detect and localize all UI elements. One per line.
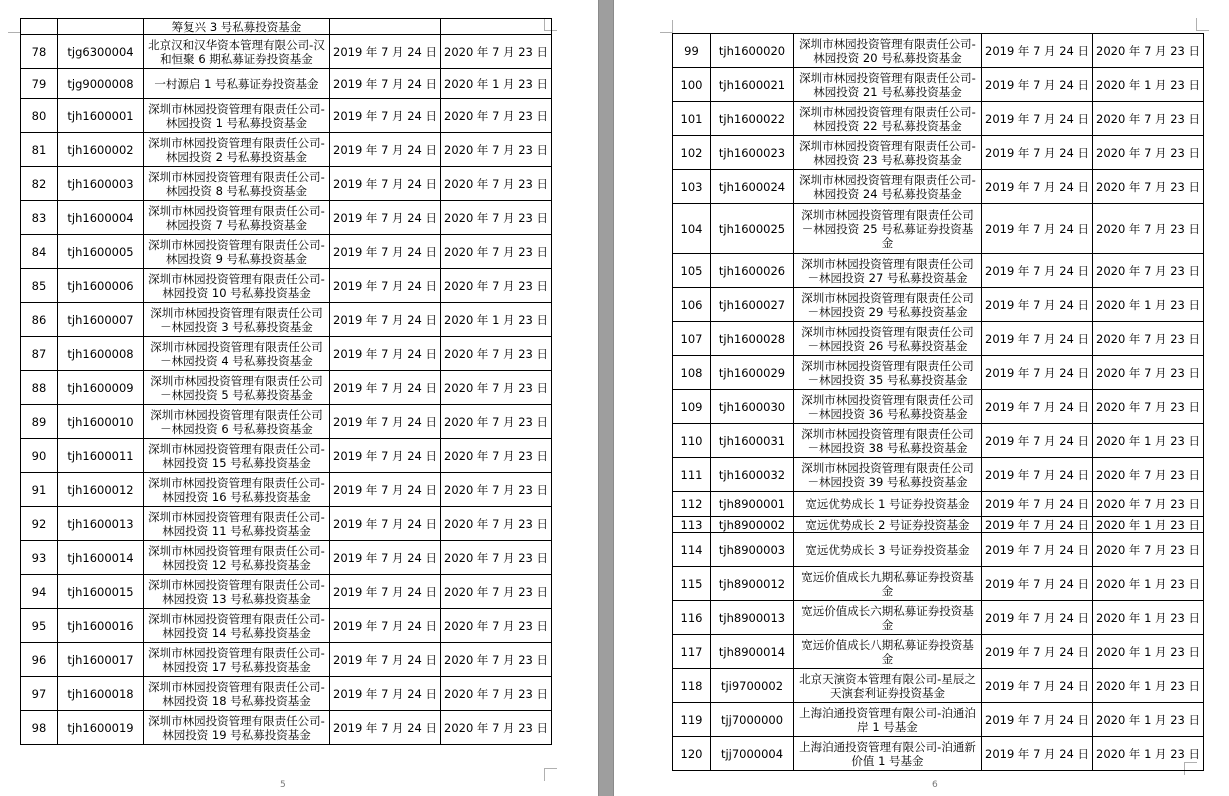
- table-row: [21, 643, 552, 677]
- end-date: 2020 年 7 月 23 日: [441, 35, 552, 69]
- start-date: 2019 年 7 月 24 日: [330, 677, 441, 711]
- product-code: tjh1600015: [58, 575, 144, 609]
- start-date: 2019 年 7 月 24 日: [330, 439, 441, 473]
- row-number: 99: [673, 34, 711, 68]
- table-row: [673, 170, 1204, 204]
- start-date: 2019 年 7 月 24 日: [330, 405, 441, 439]
- product-code: tjh1600030: [711, 390, 794, 424]
- fund-name: 深圳市林园投资管理有限责任公司-林园投资 1 号私募投资基金: [144, 99, 330, 133]
- row-number: 96: [21, 643, 58, 677]
- page-number: 6: [932, 780, 938, 790]
- table-row: [21, 303, 552, 337]
- product-code: tjh1600007: [58, 303, 144, 337]
- row-number: 115: [673, 567, 711, 601]
- table-row: [673, 102, 1204, 136]
- table-row: [673, 288, 1204, 322]
- page-number: 5: [280, 780, 286, 790]
- product-code: tjh8900012: [711, 567, 794, 601]
- end-date: 2020 年 7 月 23 日: [1093, 492, 1204, 517]
- row-number: 89: [21, 405, 58, 439]
- table-row: [673, 136, 1204, 170]
- end-date: 2020 年 1 月 23 日: [1093, 424, 1204, 458]
- row-number: 110: [673, 424, 711, 458]
- end-date: 2020 年 7 月 23 日: [1093, 204, 1204, 254]
- table-row: [21, 541, 552, 575]
- start-date: 2019 年 7 月 24 日: [330, 473, 441, 507]
- table-row: [673, 34, 1204, 68]
- fund-name: 深圳市林园投资管理有限责任公司-林园投资 22 号私募投资基金: [794, 102, 982, 136]
- fund-name: 深圳市林园投资管理有限责任公司－林园投资 27 号私募投资基金: [794, 254, 982, 288]
- row-number: 108: [673, 356, 711, 390]
- product-code: tjh1600006: [58, 269, 144, 303]
- table-row: [21, 371, 552, 405]
- row-number: 119: [673, 703, 711, 737]
- fund-name: 北京天演资本管理有限公司-星辰之天演套利证券投资基金: [794, 669, 982, 703]
- start-date: 2019 年 7 月 24 日: [982, 737, 1093, 771]
- table-row: [673, 424, 1204, 458]
- start-date: 2019 年 7 月 24 日: [330, 337, 441, 371]
- start-date: 2019 年 7 月 24 日: [982, 517, 1093, 533]
- start-date: 2019 年 7 月 24 日: [982, 669, 1093, 703]
- table-row: [673, 533, 1204, 567]
- fund-name: 深圳市林园投资管理有限责任公司-林园投资 16 号私募投资基金: [144, 473, 330, 507]
- fund-name: 深圳市林园投资管理有限责任公司－林园投资 25 号私募证券投资基金: [794, 204, 982, 254]
- fund-name: 深圳市林园投资管理有限责任公司－林园投资 39 号私募投资基金: [794, 458, 982, 492]
- start-date: 2019 年 7 月 24 日: [982, 356, 1093, 390]
- fund-name: 深圳市林园投资管理有限责任公司-林园投资 11 号私募投资基金: [144, 507, 330, 541]
- end-date: 2020 年 1 月 23 日: [1093, 737, 1204, 771]
- fund-name: 深圳市林园投资管理有限责任公司-林园投资 13 号私募投资基金: [144, 575, 330, 609]
- table-row: [21, 201, 552, 235]
- table-row-continued: [21, 19, 552, 35]
- end-date: 2020 年 1 月 23 日: [441, 303, 552, 337]
- row-number: 117: [673, 635, 711, 669]
- fund-name: 深圳市林园投资管理有限责任公司－林园投资 5 号私募投资基金: [144, 371, 330, 405]
- table-row: [673, 390, 1204, 424]
- table-row: [21, 711, 552, 745]
- end-date: 2020 年 7 月 23 日: [441, 337, 552, 371]
- end-date: 2020 年 7 月 23 日: [441, 235, 552, 269]
- start-date: 2019 年 7 月 24 日: [330, 167, 441, 201]
- fund-name: 上海泊通投资管理有限公司-泊通泊岸 1 号基金: [794, 703, 982, 737]
- fund-name: 深圳市林园投资管理有限责任公司-林园投资 23 号私募投资基金: [794, 136, 982, 170]
- table-row: [673, 737, 1204, 771]
- row-number: 106: [673, 288, 711, 322]
- row-number: 116: [673, 601, 711, 635]
- fund-name: 深圳市林园投资管理有限责任公司-林园投资 12 号私募投资基金: [144, 541, 330, 575]
- row-number: 107: [673, 322, 711, 356]
- product-code: tjh1600017: [58, 643, 144, 677]
- table-row: [21, 35, 552, 69]
- fund-name: 深圳市林园投资管理有限责任公司-林园投资 15 号私募投资基金: [144, 439, 330, 473]
- table-row: [673, 204, 1204, 254]
- fund-name: 深圳市林园投资管理有限责任公司－林园投资 38 号私募投资基金: [794, 424, 982, 458]
- start-date: 2019 年 7 月 24 日: [330, 371, 441, 405]
- table-row: [673, 601, 1204, 635]
- product-code: tjh8900014: [711, 635, 794, 669]
- product-code: tjh1600021: [711, 68, 794, 102]
- fund-name: 深圳市林园投资管理有限责任公司－林园投资 3 号私募投资基金: [144, 303, 330, 337]
- row-number: 111: [673, 458, 711, 492]
- fund-name: 深圳市林园投资管理有限责任公司-林园投资 9 号私募投资基金: [144, 235, 330, 269]
- page-gutter: [598, 0, 614, 796]
- start-date: 2019 年 7 月 24 日: [330, 541, 441, 575]
- table-row: [21, 439, 552, 473]
- table-row: [673, 356, 1204, 390]
- row-number: 114: [673, 533, 711, 567]
- row-number: 81: [21, 133, 58, 167]
- table-row: [673, 322, 1204, 356]
- row-number: 112: [673, 492, 711, 517]
- row-number: 102: [673, 136, 711, 170]
- start-date: 2019 年 7 月 24 日: [330, 575, 441, 609]
- crop-mark-top-right: [1196, 18, 1209, 31]
- product-code: tjh1600028: [711, 322, 794, 356]
- fund-name: 宽远价值成长九期私募证券投资基金: [794, 567, 982, 601]
- end-date: 2020 年 7 月 23 日: [1093, 102, 1204, 136]
- product-code: tjh1600009: [58, 371, 144, 405]
- product-code: tjh8900013: [711, 601, 794, 635]
- row-number: 98: [21, 711, 58, 745]
- fund-name: 深圳市林园投资管理有限责任公司-林园投资 8 号私募投资基金: [144, 167, 330, 201]
- table-row: [673, 517, 1204, 533]
- row-number: 88: [21, 371, 58, 405]
- end-date: 2020 年 7 月 23 日: [441, 167, 552, 201]
- row-number: [21, 19, 58, 35]
- product-code: [58, 19, 144, 35]
- end-date: 2020 年 7 月 23 日: [1093, 533, 1204, 567]
- start-date: 2019 年 7 月 24 日: [330, 99, 441, 133]
- row-number: 85: [21, 269, 58, 303]
- row-number: 84: [21, 235, 58, 269]
- product-code: tjh1600020: [711, 34, 794, 68]
- table-row: [21, 609, 552, 643]
- fund-name: 深圳市林园投资管理有限责任公司－林园投资 36 号私募投资基金: [794, 390, 982, 424]
- fund-name: 深圳市林园投资管理有限责任公司－林园投资 6 号私募投资基金: [144, 405, 330, 439]
- end-date: 2020 年 1 月 23 日: [441, 69, 552, 99]
- product-code: tjh8900001: [711, 492, 794, 517]
- product-code: tjh1600032: [711, 458, 794, 492]
- product-code: tjh1600022: [711, 102, 794, 136]
- start-date: 2019 年 7 月 24 日: [982, 567, 1093, 601]
- product-code: tjh8900003: [711, 533, 794, 567]
- table-row: [21, 99, 552, 133]
- row-number: 87: [21, 337, 58, 371]
- end-date: 2020 年 7 月 23 日: [1093, 356, 1204, 390]
- product-code: tjh1600014: [58, 541, 144, 575]
- start-date: [330, 19, 441, 35]
- fund-name: 深圳市林园投资管理有限责任公司-林园投资 24 号私募投资基金: [794, 170, 982, 204]
- start-date: 2019 年 7 月 24 日: [982, 533, 1093, 567]
- start-date: 2019 年 7 月 24 日: [982, 703, 1093, 737]
- table-row: [21, 235, 552, 269]
- fund-name: 宽远优势成长 1 号证券投资基金: [794, 492, 982, 517]
- end-date: 2020 年 1 月 23 日: [1093, 703, 1204, 737]
- product-code: tjh1600012: [58, 473, 144, 507]
- end-date: 2020 年 7 月 23 日: [1093, 322, 1204, 356]
- row-number: 92: [21, 507, 58, 541]
- crop-mark-bottom-right: [544, 768, 557, 781]
- product-code: tjh1600019: [58, 711, 144, 745]
- table-row: [21, 575, 552, 609]
- fund-name: 深圳市林园投资管理有限责任公司-林园投资 14 号私募投资基金: [144, 609, 330, 643]
- start-date: 2019 年 7 月 24 日: [982, 68, 1093, 102]
- crop-mark-top-left: [660, 20, 673, 33]
- product-code: tjg9000008: [58, 69, 144, 99]
- row-number: 80: [21, 99, 58, 133]
- end-date: 2020 年 1 月 23 日: [1093, 601, 1204, 635]
- start-date: 2019 年 7 月 24 日: [982, 424, 1093, 458]
- product-code: tjh1600001: [58, 99, 144, 133]
- table-row: [21, 337, 552, 371]
- end-date: 2020 年 7 月 23 日: [441, 439, 552, 473]
- row-number: 79: [21, 69, 58, 99]
- product-code: tjh1600004: [58, 201, 144, 235]
- start-date: 2019 年 7 月 24 日: [330, 69, 441, 99]
- start-date: 2019 年 7 月 24 日: [330, 201, 441, 235]
- row-number: 105: [673, 254, 711, 288]
- start-date: 2019 年 7 月 24 日: [982, 288, 1093, 322]
- fund-name: 深圳市林园投资管理有限责任公司-林园投资 10 号私募投资基金: [144, 269, 330, 303]
- row-number: 91: [21, 473, 58, 507]
- start-date: 2019 年 7 月 24 日: [982, 322, 1093, 356]
- start-date: 2019 年 7 月 24 日: [330, 133, 441, 167]
- end-date: 2020 年 7 月 23 日: [441, 507, 552, 541]
- table-row: [21, 507, 552, 541]
- end-date: 2020 年 7 月 23 日: [441, 269, 552, 303]
- end-date: 2020 年 1 月 23 日: [1093, 567, 1204, 601]
- product-code: tjh1600010: [58, 405, 144, 439]
- start-date: 2019 年 7 月 24 日: [982, 170, 1093, 204]
- start-date: 2019 年 7 月 24 日: [982, 254, 1093, 288]
- table-row: [21, 167, 552, 201]
- end-date: 2020 年 7 月 23 日: [441, 405, 552, 439]
- row-number: 100: [673, 68, 711, 102]
- start-date: 2019 年 7 月 24 日: [982, 102, 1093, 136]
- table-row: [673, 254, 1204, 288]
- row-number: 95: [21, 609, 58, 643]
- product-code: tjh1600008: [58, 337, 144, 371]
- row-number: 93: [21, 541, 58, 575]
- table-row: [21, 133, 552, 167]
- end-date: 2020 年 7 月 23 日: [441, 201, 552, 235]
- row-number: 94: [21, 575, 58, 609]
- end-date: 2020 年 1 月 23 日: [1093, 68, 1204, 102]
- end-date: 2020 年 7 月 23 日: [441, 371, 552, 405]
- table-row: [21, 677, 552, 711]
- start-date: 2019 年 7 月 24 日: [982, 458, 1093, 492]
- table-row: [673, 567, 1204, 601]
- fund-name: 深圳市林园投资管理有限责任公司-林园投资 2 号私募投资基金: [144, 133, 330, 167]
- row-number: 90: [21, 439, 58, 473]
- end-date: 2020 年 1 月 23 日: [1093, 635, 1204, 669]
- fund-name: 深圳市林园投资管理有限责任公司－林园投资 26 号私募投资基金: [794, 322, 982, 356]
- start-date: 2019 年 7 月 24 日: [982, 390, 1093, 424]
- table-row: [673, 492, 1204, 517]
- row-number: 103: [673, 170, 711, 204]
- end-date: 2020 年 7 月 23 日: [1093, 458, 1204, 492]
- row-number: 83: [21, 201, 58, 235]
- row-number: 97: [21, 677, 58, 711]
- start-date: 2019 年 7 月 24 日: [330, 643, 441, 677]
- start-date: 2019 年 7 月 24 日: [330, 235, 441, 269]
- fund-name: 深圳市林园投资管理有限责任公司-林园投资 18 号私募投资基金: [144, 677, 330, 711]
- start-date: 2019 年 7 月 24 日: [982, 34, 1093, 68]
- start-date: 2019 年 7 月 24 日: [982, 635, 1093, 669]
- fund-name: 上海泊通投资管理有限公司-泊通新价值 1 号基金: [794, 737, 982, 771]
- row-number: 113: [673, 517, 711, 533]
- fund-name: 宽远优势成长 3 号证券投资基金: [794, 533, 982, 567]
- product-code: tjh1600011: [58, 439, 144, 473]
- end-date: 2020 年 7 月 23 日: [1093, 390, 1204, 424]
- product-code: tjh1600027: [711, 288, 794, 322]
- row-number: 78: [21, 35, 58, 69]
- fund-name: 筹复兴 3 号私募投资基金: [144, 19, 330, 35]
- product-code: tjh1600031: [711, 424, 794, 458]
- end-date: 2020 年 7 月 23 日: [441, 473, 552, 507]
- row-number: 86: [21, 303, 58, 337]
- product-code: tjh1600013: [58, 507, 144, 541]
- table-row: [673, 669, 1204, 703]
- product-code: tjh1600026: [711, 254, 794, 288]
- start-date: 2019 年 7 月 24 日: [330, 303, 441, 337]
- product-code: tjh8900002: [711, 517, 794, 533]
- start-date: 2019 年 7 月 24 日: [330, 507, 441, 541]
- start-date: 2019 年 7 月 24 日: [982, 601, 1093, 635]
- product-code: tjh1600002: [58, 133, 144, 167]
- row-number: 120: [673, 737, 711, 771]
- product-code: tjh1600029: [711, 356, 794, 390]
- product-code: tjj7000004: [711, 737, 794, 771]
- row-number: 118: [673, 669, 711, 703]
- product-code: tjj7000000: [711, 703, 794, 737]
- fund-table-page-5: [20, 18, 552, 745]
- start-date: 2019 年 7 月 24 日: [982, 136, 1093, 170]
- table-row: [21, 269, 552, 303]
- end-date: 2020 年 7 月 23 日: [441, 643, 552, 677]
- end-date: 2020 年 7 月 23 日: [1093, 34, 1204, 68]
- end-date: 2020 年 1 月 23 日: [1093, 288, 1204, 322]
- end-date: 2020 年 7 月 23 日: [1093, 170, 1204, 204]
- end-date: [441, 19, 552, 35]
- table-row: [21, 473, 552, 507]
- table-row: [673, 68, 1204, 102]
- product-code: tjg6300004: [58, 35, 144, 69]
- product-code: tjh1600025: [711, 204, 794, 254]
- row-number: 109: [673, 390, 711, 424]
- fund-name: 宽远价值成长八期私募证券投资基金: [794, 635, 982, 669]
- fund-name: 深圳市林园投资管理有限责任公司-林园投资 21 号私募投资基金: [794, 68, 982, 102]
- table-row: [673, 703, 1204, 737]
- end-date: 2020 年 7 月 23 日: [441, 575, 552, 609]
- row-number: 82: [21, 167, 58, 201]
- start-date: 2019 年 7 月 24 日: [330, 269, 441, 303]
- fund-name: 深圳市林园投资管理有限责任公司-林园投资 7 号私募投资基金: [144, 201, 330, 235]
- end-date: 2020 年 7 月 23 日: [441, 677, 552, 711]
- table-row: [21, 69, 552, 99]
- product-code: tji9700002: [711, 669, 794, 703]
- start-date: 2019 年 7 月 24 日: [330, 711, 441, 745]
- row-number: 104: [673, 204, 711, 254]
- fund-table-page-6: [672, 33, 1204, 771]
- fund-name: 宽远优势成长 2 号证券投资基金: [794, 517, 982, 533]
- start-date: 2019 年 7 月 24 日: [330, 35, 441, 69]
- end-date: 2020 年 7 月 23 日: [441, 133, 552, 167]
- table-row: [673, 635, 1204, 669]
- fund-name: 深圳市林园投资管理有限责任公司－林园投资 35 号私募投资基金: [794, 356, 982, 390]
- fund-name: 宽远价值成长六期私募证券投资基金: [794, 601, 982, 635]
- end-date: 2020 年 7 月 23 日: [441, 541, 552, 575]
- end-date: 2020 年 7 月 23 日: [441, 711, 552, 745]
- product-code: tjh1600005: [58, 235, 144, 269]
- end-date: 2020 年 7 月 23 日: [1093, 136, 1204, 170]
- fund-name: 一村源启 1 号私募证券投资基金: [144, 69, 330, 99]
- product-code: tjh1600018: [58, 677, 144, 711]
- fund-name: 北京汉和汉华资本管理有限公司-汉和恒聚 6 期私募证券投资基金: [144, 35, 330, 69]
- fund-name: 深圳市林园投资管理有限责任公司-林园投资 20 号私募投资基金: [794, 34, 982, 68]
- row-number: 101: [673, 102, 711, 136]
- fund-name: 深圳市林园投资管理有限责任公司-林园投资 19 号私募投资基金: [144, 711, 330, 745]
- start-date: 2019 年 7 月 24 日: [330, 609, 441, 643]
- fund-name: 深圳市林园投资管理有限责任公司-林园投资 17 号私募投资基金: [144, 643, 330, 677]
- product-code: tjh1600016: [58, 609, 144, 643]
- fund-name: 深圳市林园投资管理有限责任公司－林园投资 4 号私募投资基金: [144, 337, 330, 371]
- start-date: 2019 年 7 月 24 日: [982, 492, 1093, 517]
- product-code: tjh1600003: [58, 167, 144, 201]
- table-row: [673, 458, 1204, 492]
- end-date: 2020 年 7 月 23 日: [441, 609, 552, 643]
- end-date: 2020 年 7 月 23 日: [441, 99, 552, 133]
- start-date: 2019 年 7 月 24 日: [982, 204, 1093, 254]
- table-row: [21, 405, 552, 439]
- end-date: 2020 年 1 月 23 日: [1093, 669, 1204, 703]
- product-code: tjh1600023: [711, 136, 794, 170]
- product-code: tjh1600024: [711, 170, 794, 204]
- end-date: 2020 年 7 月 23 日: [1093, 254, 1204, 288]
- end-date: 2020 年 1 月 23 日: [1093, 517, 1204, 533]
- fund-name: 深圳市林园投资管理有限责任公司－林园投资 29 号私募投资基金: [794, 288, 982, 322]
